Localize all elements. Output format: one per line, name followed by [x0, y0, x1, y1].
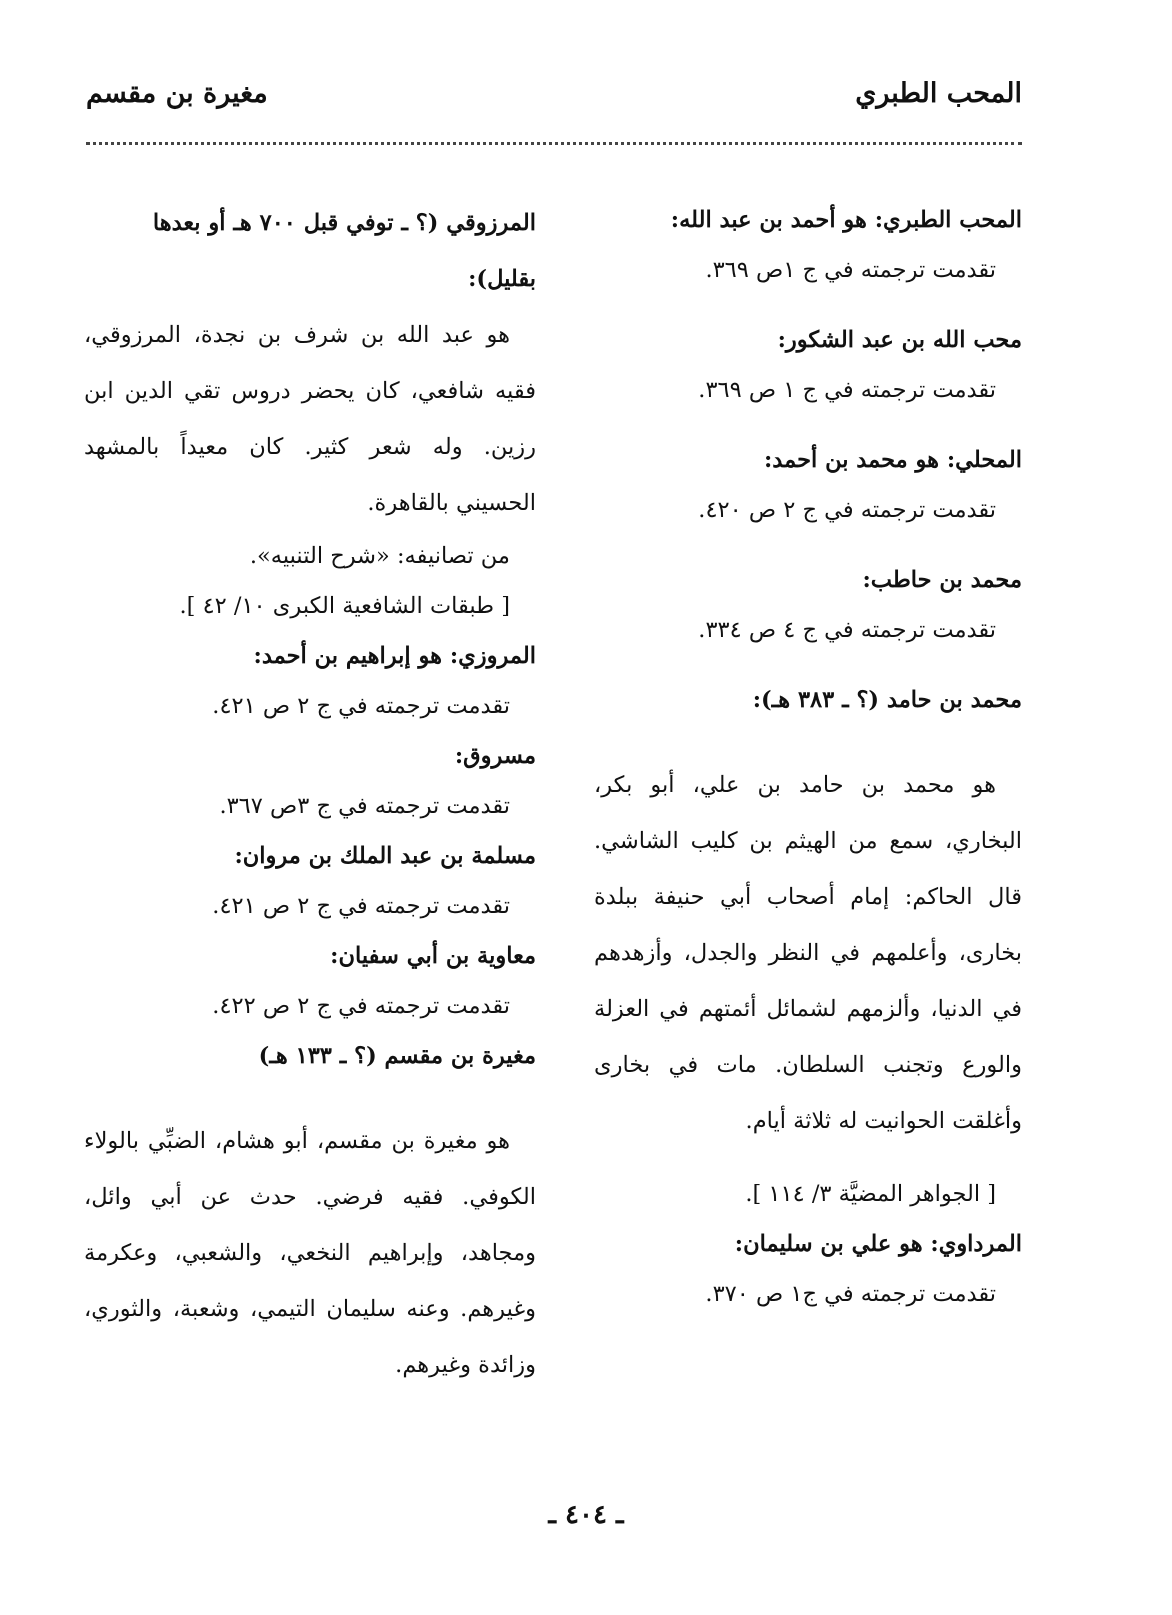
entry-reference: تقدمت ترجمته في ج ٢ ص ٤٢٢. — [212, 993, 510, 1019]
entry-heading: محمد بن حامد (؟ ـ ٣٨٣ هـ): — [752, 687, 1022, 713]
entry-source: [ طبقات الشافعية الكبرى ١٠/ ٤٢ ]. — [179, 593, 510, 619]
entry-body: هو محمد بن حامد بن علي، أبو بكر، البخاري، سمع من الهيثم بن كليب الشاشي. قال الحاكم: إمام أصحاب أبي حنيفة ببلدة بخارى، وأعلمهم في النظر والجدل، وأزهدهم في الدنيا، وألزمهم لشمائل أئمتهم في العزلة والورع وتجنب السلطان. مات في بخارى وأغلقت الحوانيت له ثلاثة أيام. — [594, 772, 1022, 1134]
entry-reference: تقدمت ترجمته في ج ٢ ص ٤٢١. — [212, 893, 510, 919]
entry-body: هو عبد الله بن شرف بن نجدة، المرزوقي، فقيه شافعي، كان يحضر دروس تقي الدين ابن رزين. وله شعر كثير. كان معيداً بالمشهد الحسيني بالقاهرة. — [84, 322, 536, 516]
entry-heading: محب الله بن عبد الشكور: — [777, 327, 1022, 353]
right-column — [594, 195, 1022, 1319]
entry-reference: تقدمت ترجمته في ج ١ص ٣٦٩. — [705, 257, 996, 283]
entry-heading: مسروق: — [454, 743, 536, 769]
header-left-title: مغيرة بن مقسم — [86, 78, 268, 109]
dotted-rule — [86, 142, 1022, 145]
entry-works: من تصانيفه: «شرح التنبيه». — [249, 543, 510, 569]
header-right-title: المحب الطبري — [855, 78, 1022, 109]
entry-heading: المحلي: هو محمد بن أحمد: — [763, 447, 1022, 473]
entry-heading: المرزوقي (؟ ـ توفي قبل ٧٠٠ هـ أو بعدها بقليل): — [152, 210, 536, 292]
entry-heading: مغيرة بن مقسم (؟ ـ ١٣٣ هـ) — [258, 1043, 536, 1069]
entry-reference: تقدمت ترجمته في ج ٤ ص ٣٣٤. — [698, 617, 996, 643]
entry-reference: تقدمت ترجمته في ج١ ص ٣٧٠. — [705, 1281, 996, 1307]
entry-heading: محمد بن حاطب: — [862, 567, 1022, 593]
entry-reference: تقدمت ترجمته في ج ٣ص ٣٦٧. — [219, 793, 510, 819]
entry-heading: المحب الطبري: هو أحمد بن عبد الله: — [670, 207, 1022, 233]
page-number: ـ ٤٠٤ ـ — [548, 1500, 624, 1530]
entry-source: [ الجواهر المضيَّة ٣/ ١١٤ ]. — [745, 1181, 996, 1207]
entry-heading: مسلمة بن عبد الملك بن مروان: — [234, 843, 536, 869]
entry-reference: تقدمت ترجمته في ج ١ ص ٣٦٩. — [698, 377, 996, 403]
entry-reference: تقدمت ترجمته في ج ٢ ص ٤٢١. — [212, 693, 510, 719]
entry-body: هو مغيرة بن مقسم، أبو هشام، الضبِّي بالولاء الكوفي. فقيه فرضي. حدث عن أبي وائل، ومجاهد، وإبراهيم النخعي، والشعبي، وعكرمة وغيرهم. وعنه سليمان التيمي، وشعبة، والثوري، وزائدة وغيرهم. — [84, 1128, 536, 1378]
entry-heading: المرداوي: هو علي بن سليمان: — [734, 1231, 1022, 1257]
running-header — [86, 72, 1022, 116]
left-column — [84, 195, 536, 1393]
entry-reference: تقدمت ترجمته في ج ٢ ص ٤٢٠. — [698, 497, 996, 523]
entry-heading: المروزي: هو إبراهيم بن أحمد: — [253, 643, 536, 669]
entry-heading: معاوية بن أبي سفيان: — [330, 943, 536, 969]
